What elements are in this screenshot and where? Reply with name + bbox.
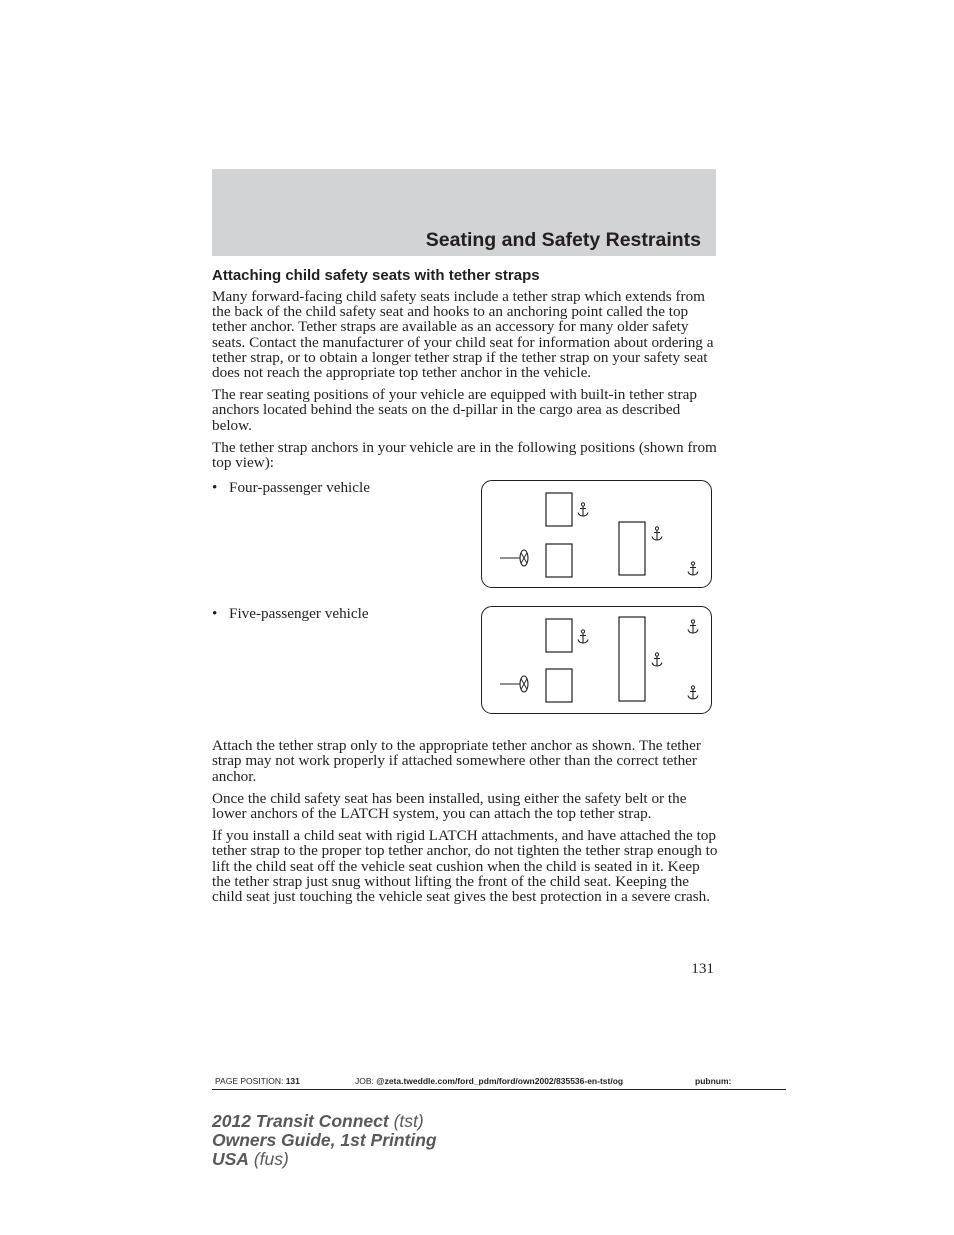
bullet-label: Four-passenger vehicle: [229, 479, 370, 497]
footer-divider: [212, 1089, 786, 1090]
five-passenger-diagram-graphic: [482, 607, 713, 715]
paragraph-rigid-latch: If you install a child seat with rigid LATCH attachments, and have attached the top tether strap to the proper top tether anchor, do not tighten the tether strap enough to lift the child seat off the vehicle seat cushion when the child is seated in it. Keep the tether strap just snug without lifting the front of the child seat. Keeping the child seat just touching the vehicle seat gives the best protection in a severe crash.: [212, 827, 718, 906]
pubnum-label: pubnum:: [695, 1076, 732, 1086]
page-position-value: 131: [285, 1076, 300, 1086]
five-passenger-row: [212, 606, 718, 718]
doc-id-line-2: [212, 1131, 437, 1150]
anchor-icon: [652, 653, 662, 666]
bullet-marker: •: [212, 605, 218, 623]
five-passenger-anchor-diagram: [481, 606, 712, 714]
section-title: Seating and Safety Restraints: [425, 229, 701, 251]
front-seat-right: [546, 493, 572, 526]
bullet-label: Five-passenger vehicle: [229, 605, 369, 623]
page-position-label: PAGE POSITION:: [215, 1076, 284, 1086]
anchor-icon: [688, 620, 698, 633]
doc-id-line-1: [212, 1112, 437, 1131]
market-code: (fus): [253, 1149, 289, 1169]
page-number: 131: [691, 960, 714, 977]
anchor-icon: [688, 686, 698, 699]
footer-page-position: [215, 1076, 300, 1086]
rear-seat: [619, 522, 645, 575]
job-label: JOB:: [355, 1076, 374, 1086]
steering-wheel-icon: [500, 676, 528, 692]
front-seat-left: [546, 669, 572, 702]
bullet-five-passenger: [212, 606, 369, 622]
paragraph-tether-intro: Many forward-facing child safety seats include a tether strap which extends from the back of the child safety seat and hooks to an anchoring point called the top tether anchor. Tether straps are available as an accessory for many older safety seats. Contact the manufacturer of your child seat for information about ordering a tether strap, or to obtain a longer tether strap if the tether strap on your safety seat does not reach the appropriate top tether anchor in the vehicle.: [212, 288, 714, 382]
job-value: @zeta.tweddle.com/ford_pdm/ford/own2002/835536-en-tst/og: [376, 1076, 624, 1086]
page-content: [212, 266, 718, 911]
anchor-icon: [578, 630, 588, 643]
four-passenger-anchor-diagram: [481, 480, 712, 588]
paragraph-anchor-location: The rear seating positions of your vehicle are equipped with built-in tether strap anchors located behind the seats on the d-pillar in the cargo area as described below.: [212, 386, 698, 434]
document-identifier: [212, 1112, 437, 1169]
paragraph-after-install: Once the child safety seat has been installed, using either the safety belt or the lower anchors of the LATCH system, you can attach the top tether strap.: [212, 789, 687, 823]
section-header-band: [212, 169, 716, 256]
bullet-four-passenger: [212, 480, 370, 496]
paragraph-attach-warning: Attach the tether strap only to the appropriate tether anchor as shown. The tether strap may not work properly if attached somewhere other than the correct tether anchor.: [212, 737, 701, 785]
bullet-marker: •: [212, 479, 218, 497]
market: USA: [212, 1149, 249, 1169]
model-code: (tst): [393, 1111, 424, 1131]
anchor-icon: [578, 503, 588, 516]
doc-id-line-3: [212, 1150, 437, 1169]
footer-job: [355, 1076, 623, 1086]
rear-bench: [619, 617, 645, 701]
four-passenger-row: [212, 480, 718, 593]
four-passenger-diagram-graphic: [482, 481, 713, 589]
steering-wheel-icon: [500, 550, 528, 566]
front-seat-right: [546, 619, 572, 652]
footer-pubnum: [695, 1076, 731, 1086]
paragraph-anchor-positions: The tether strap anchors in your vehicle are in the following positions (shown from top view):: [212, 438, 717, 472]
vehicle-model: 2012 Transit Connect: [212, 1111, 389, 1131]
anchor-icon: [688, 562, 698, 575]
anchor-icon: [652, 527, 662, 540]
subsection-heading: Attaching child safety seats with tether straps: [212, 267, 540, 284]
guide-edition: Owners Guide, 1st Printing: [212, 1130, 437, 1150]
front-seat-left: [546, 544, 572, 577]
